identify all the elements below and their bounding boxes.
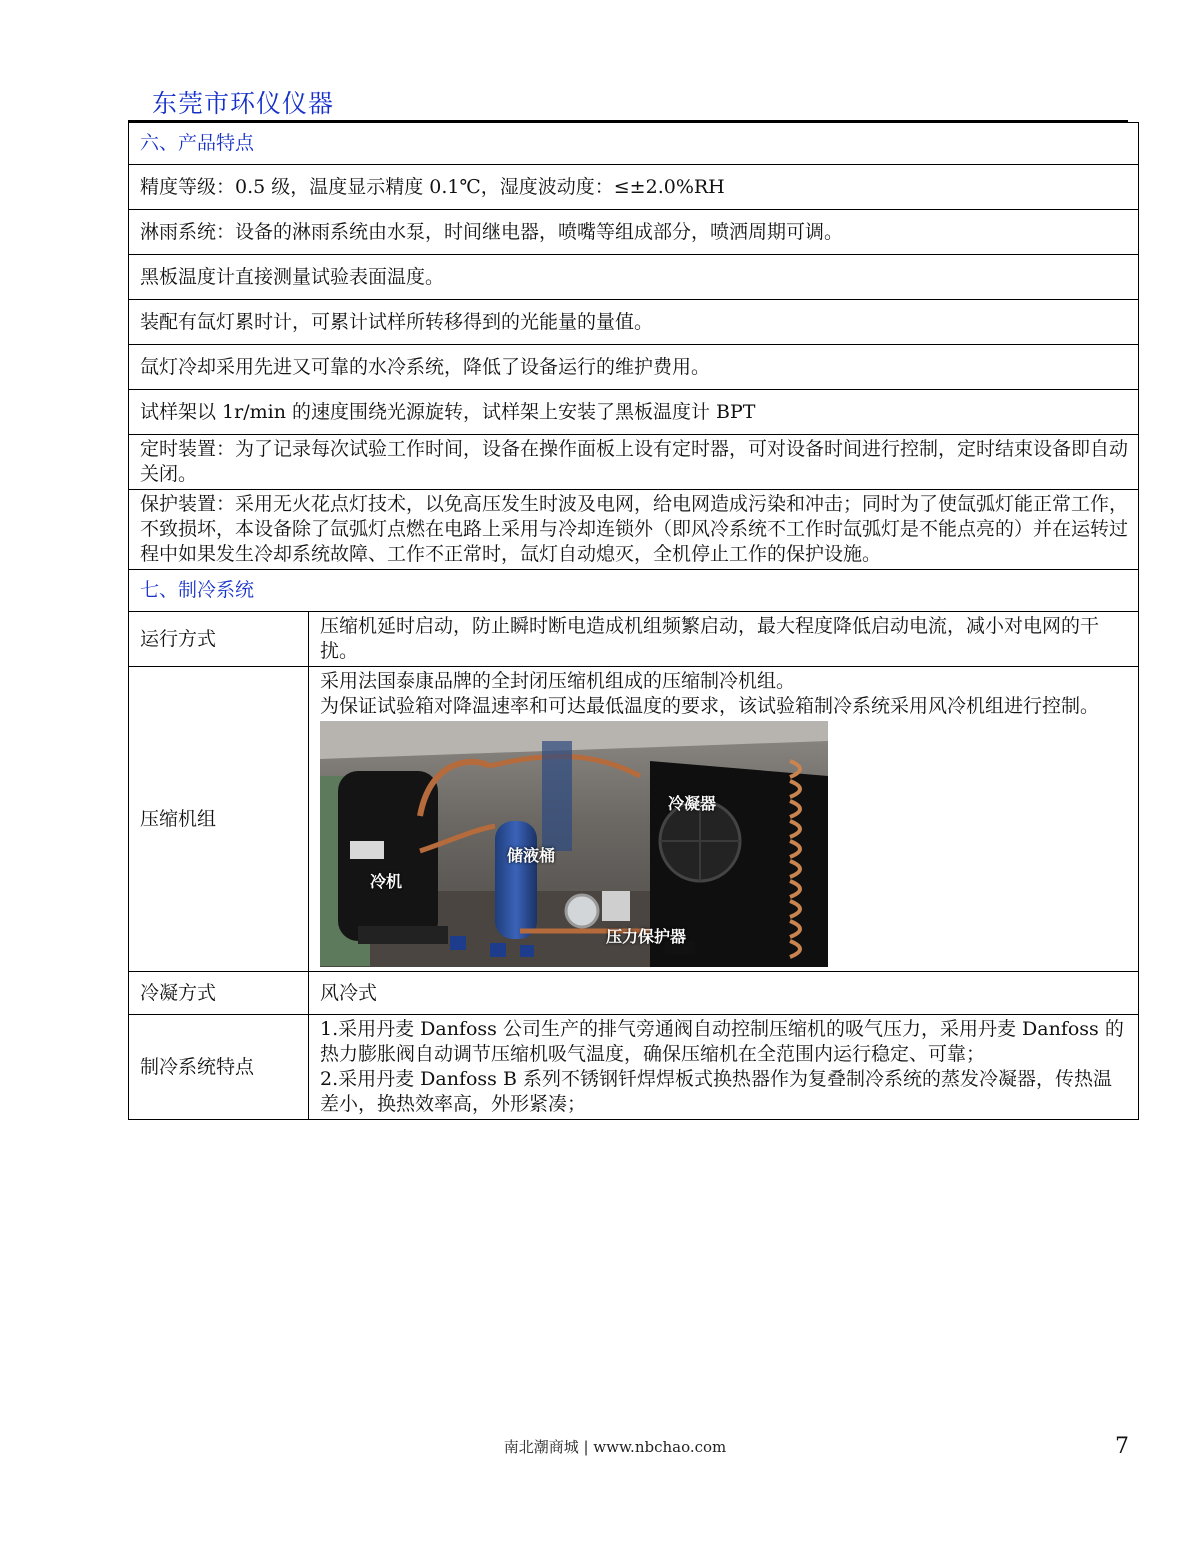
condensing-label: 冷凝方式 [129, 972, 309, 1015]
table-row [129, 612, 1139, 667]
footer-text: 南北潮商城 | www.nbchao.com [503, 1438, 727, 1456]
feature-timer-device: 定时装置：为了记录每次试验工作时间，设备在操作面板上设有定时器，可对设备时间进行控制，定时结束设备即自动关闭。 [129, 435, 1139, 490]
section-heading-row [129, 570, 1139, 612]
section-heading-row [129, 123, 1139, 165]
table-row [129, 165, 1139, 210]
table-row [129, 300, 1139, 345]
feature-lamp-timer: 装配有氙灯累时计，可累计试样所转移得到的光能量的量值。 [129, 300, 1139, 345]
feature-protection-device: 保护装置：采用无火花点灯技术，以免高压发生时波及电网，给电网造成污染和冲击；同时为了使氙弧灯能正常工作，不致损坏，本设备除了氙弧灯点燃在电路上采用与冷却连锁外（即风冷系统不工作时氙弧灯是不能点亮的）并在运转过程中如果发生冷却系统故障、工作不正常时，氙灯自动熄灭，全机停止工作的保护设施。 [129, 490, 1139, 570]
section-title-refrigeration: 七、制冷系统 [129, 570, 1139, 612]
spec-table [128, 122, 1139, 1120]
compressor-label: 压缩机组 [129, 667, 309, 972]
operation-text: 压缩机延时启动，防止瞬时断电造成机组频繁启动，最大程度降低启动电流，减小对电网的干扰。 [309, 612, 1139, 667]
features-cell [309, 1015, 1139, 1120]
condensing-text: 风冷式 [309, 972, 1139, 1015]
page-number: 7 [1115, 1434, 1129, 1459]
table-row [129, 667, 1139, 972]
table-row [129, 1015, 1139, 1120]
feature-sample-rack: 试样架以 1r/min 的速度围绕光源旋转，试样架上安装了黑板温度计 BPT [129, 390, 1139, 435]
feature-item-2: 2.采用丹麦 Danfoss B 系列不锈钢钎焊焊板式换热器作为复叠制冷系统的蒸发冷凝器，传热温差小，换热效率高，外形紧凑； [320, 1068, 1112, 1115]
features-label: 制冷系统特点 [129, 1015, 309, 1120]
pressure-protector-callout: 压力保护器 [606, 927, 687, 946]
compressor-callout: 冷机 [370, 872, 403, 891]
operation-label: 运行方式 [129, 612, 309, 667]
condenser-callout: 冷凝器 [668, 794, 717, 813]
receiver-callout: 储液桶 [507, 846, 556, 865]
feature-rain-system: 淋雨系统：设备的淋雨系统由水泵，时间继电器，喷嘴等组成部分，喷洒周期可调。 [129, 210, 1139, 255]
section-title-features: 六、产品特点 [129, 123, 1139, 165]
table-row [129, 210, 1139, 255]
table-row [129, 490, 1139, 570]
feature-water-cooling: 氙灯冷却采用先进又可靠的水冷系统，降低了设备运行的维护费用。 [129, 345, 1139, 390]
compressor-unit-photo [320, 721, 828, 967]
compressor-line-1: 采用法国泰康品牌的全封闭压缩机组成的压缩制冷机组。 [320, 670, 796, 692]
compressor-cell [309, 667, 1139, 972]
table-row [129, 390, 1139, 435]
compressor-unit-illustration [320, 721, 828, 967]
feature-item-1: 1.采用丹麦 Danfoss 公司生产的排气旁通阀自动控制压缩机的吸气压力，采用丹麦 Danfoss 的热力膨胀阀自动调节压缩机吸气温度，确保压缩机在全范围内运行稳定、可靠； [320, 1018, 1124, 1065]
feature-black-panel: 黑板温度计直接测量试验表面温度。 [129, 255, 1139, 300]
table-row [129, 972, 1139, 1015]
company-name: 东莞市环仪仪器 [152, 89, 335, 118]
table-row [129, 435, 1139, 490]
compressor-line-2: 为保证试验箱对降温速率和可达最低温度的要求，该试验箱制冷系统采用风冷机组进行控制。 [320, 695, 1100, 717]
feature-accuracy: 精度等级：0.5 级，温度显示精度 0.1℃，湿度波动度：≤±2.0%RH [129, 165, 1139, 210]
table-row [129, 345, 1139, 390]
table-row [129, 255, 1139, 300]
